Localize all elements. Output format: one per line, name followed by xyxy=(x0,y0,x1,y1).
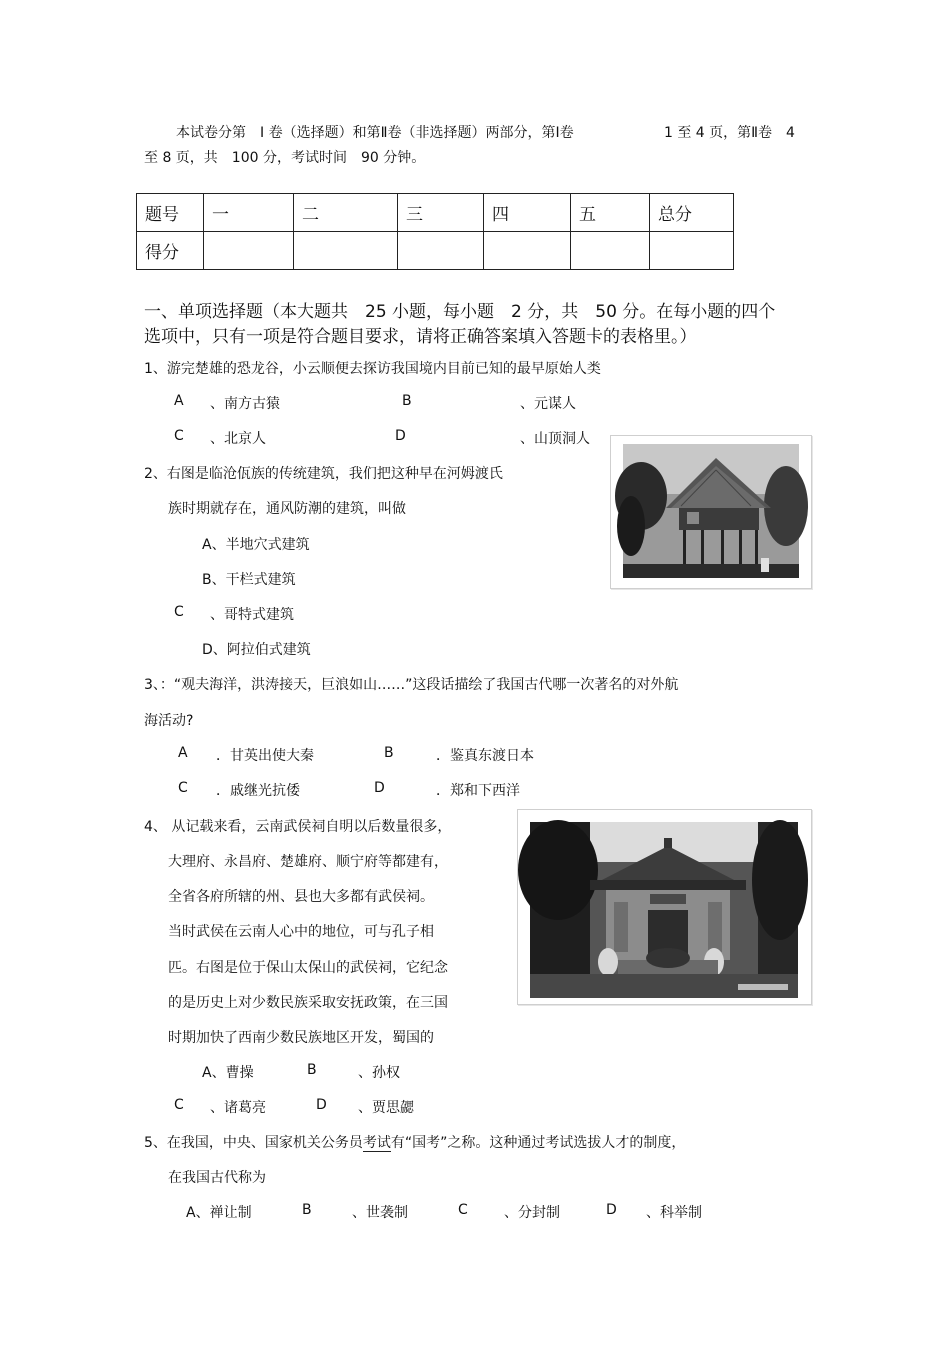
q5-option-a: A、禅让制 xyxy=(186,1205,252,1221)
q4-stem-line2: 大理府、永昌府、楚雄府、顺宁府等都建有， xyxy=(168,854,448,870)
temple-gate-photo-icon xyxy=(518,810,811,1004)
q4-stem-line1: 4、 从记载来看，云南武侯祠自明以后数量很多， xyxy=(144,819,452,835)
q3-stem-line1: 3、：“观夫海洋，洪涛接天，巨浪如山……”这段话描绘了我国古代哪一次著名的对外航 xyxy=(144,677,679,693)
score-header-cell: 五 xyxy=(571,194,650,232)
q5-stem-line1-a: 5、在我国，中央、国家机关公务员 xyxy=(144,1135,363,1151)
q3-option-a-letter: A xyxy=(178,745,188,761)
score-table-score-row xyxy=(137,232,734,270)
score-header-cell: 三 xyxy=(398,194,484,232)
q4-option-d-text: 、贾思勰 xyxy=(358,1100,414,1116)
q4-stem-line5: 匹。右图是位于保山太保山的武侯祠，它纪念 xyxy=(168,960,448,976)
score-cell[interactable] xyxy=(398,232,484,270)
q1-option-c-text: 、北京人 xyxy=(210,431,266,447)
q2-stem-line1: 2、右图是临沧佤族的传统建筑，我们把这种早在河姆渡氏 xyxy=(144,466,503,482)
q2-stem-line2: 族时期就存在，通风防潮的建筑，叫做 xyxy=(168,501,406,517)
q3-option-c-text: ．戚继光抗倭 xyxy=(216,783,300,799)
q2-option-b: B、干栏式建筑 xyxy=(202,572,296,588)
q5-stem-line2: 在我国古代称为 xyxy=(168,1170,266,1186)
q3-option-c-letter: C xyxy=(178,780,188,796)
q2-option-a: A、半地穴式建筑 xyxy=(202,537,310,553)
score-header-cell: 总分 xyxy=(650,194,734,232)
q1-option-d-letter: D xyxy=(395,428,406,444)
score-cell[interactable] xyxy=(650,232,734,270)
score-row-label: 得分 xyxy=(137,232,204,270)
score-cell[interactable] xyxy=(294,232,398,270)
q5-option-b-letter: B xyxy=(302,1202,312,1218)
q4-option-a: A、曹操 xyxy=(202,1065,254,1081)
score-header-cell: 二 xyxy=(294,194,398,232)
q5-option-d-letter: D xyxy=(606,1202,617,1218)
q5-stem-underlined-term: 考试 xyxy=(362,1135,391,1151)
score-header-cell: 四 xyxy=(484,194,571,232)
q4-stem-line4: 当时武侯在云南人心中的地位，可与孔子相 xyxy=(168,924,434,940)
q1-option-a-text: 、南方古猿 xyxy=(210,396,280,412)
q4-option-b-text: 、孙权 xyxy=(358,1065,400,1081)
q3-option-a-text: ．甘英出使大秦 xyxy=(216,748,314,764)
intro-line1-a: 本试卷分第 Ⅰ 卷（选择题）和第Ⅱ卷（非选择题）两部分，第Ⅰ卷 xyxy=(176,125,574,141)
temple-gate-photo xyxy=(517,809,812,1005)
score-table-header-row xyxy=(137,194,734,232)
q1-option-a-letter: A xyxy=(174,393,184,409)
score-table xyxy=(136,193,734,270)
q4-option-c-text: 、诸葛亮 xyxy=(210,1100,266,1116)
q5-stem-line1 xyxy=(144,1132,685,1152)
q4-option-c-letter: C xyxy=(174,1097,184,1113)
intro-line2: 至 8 页，共 100 分，考试时间 90 分钟。 xyxy=(144,150,426,166)
q5-option-d-text: 、科举制 xyxy=(646,1205,702,1221)
q4-option-b-letter: B xyxy=(307,1062,317,1078)
q2-option-c-letter: C xyxy=(174,604,184,620)
q1-option-b-text: 、元谋人 xyxy=(520,396,576,412)
q2-option-d: D、阿拉伯式建筑 xyxy=(202,642,311,658)
q1-stem: 1、游完楚雄的恐龙谷，小云顺便去探访我国境内目前已知的最早原始人类 xyxy=(144,361,601,377)
q4-stem-line7: 时期加快了西南少数民族地区开发，蜀国的 xyxy=(168,1030,434,1046)
score-header-cell: 题号 xyxy=(137,194,204,232)
score-header-cell: 一 xyxy=(204,194,294,232)
q2-option-c-text: 、哥特式建筑 xyxy=(210,607,294,623)
q3-option-d-letter: D xyxy=(374,780,385,796)
q5-stem-line1-b: 有“国考”之称。这种通过考试选拔人才的制度， xyxy=(390,1135,686,1151)
q3-option-b-letter: B xyxy=(384,745,394,761)
q5-option-c-text: 、分封制 xyxy=(504,1205,560,1221)
section1-line1: 一、单项选择题（本大题共 25 小题，每小题 2 分，共 50 分。在每小题的四个 xyxy=(144,302,776,322)
score-cell[interactable] xyxy=(204,232,294,270)
q4-stem-line6: 的是历史上对少数民族采取安抚政策，在三国 xyxy=(168,995,448,1011)
score-cell[interactable] xyxy=(571,232,650,270)
section1-line2: 选项中，只有一项是符合题目要求，请将正确答案填入答题卡的表格里。） xyxy=(144,327,697,347)
q3-option-d-text: ．郑和下西洋 xyxy=(436,783,520,799)
stilt-house-photo-icon xyxy=(611,436,811,588)
q4-stem-line3: 全省各府所辖的州、县也大多都有武侯祠。 xyxy=(168,889,434,905)
q1-option-c-letter: C xyxy=(174,428,184,444)
intro-line1-b: 1 至 4 页，第Ⅱ卷 4 xyxy=(664,125,795,141)
q3-stem-line2: 海活动? xyxy=(144,713,194,729)
q3-option-b-text: ．鉴真东渡日本 xyxy=(436,748,534,764)
q4-option-d-letter: D xyxy=(316,1097,327,1113)
q5-option-c-letter: C xyxy=(458,1202,468,1218)
q5-option-b-text: 、世袭制 xyxy=(352,1205,408,1221)
q1-option-b-letter: B xyxy=(402,393,412,409)
q1-option-d-text: 、山顶洞人 xyxy=(520,431,590,447)
score-cell[interactable] xyxy=(484,232,571,270)
stilt-house-photo xyxy=(610,435,812,589)
